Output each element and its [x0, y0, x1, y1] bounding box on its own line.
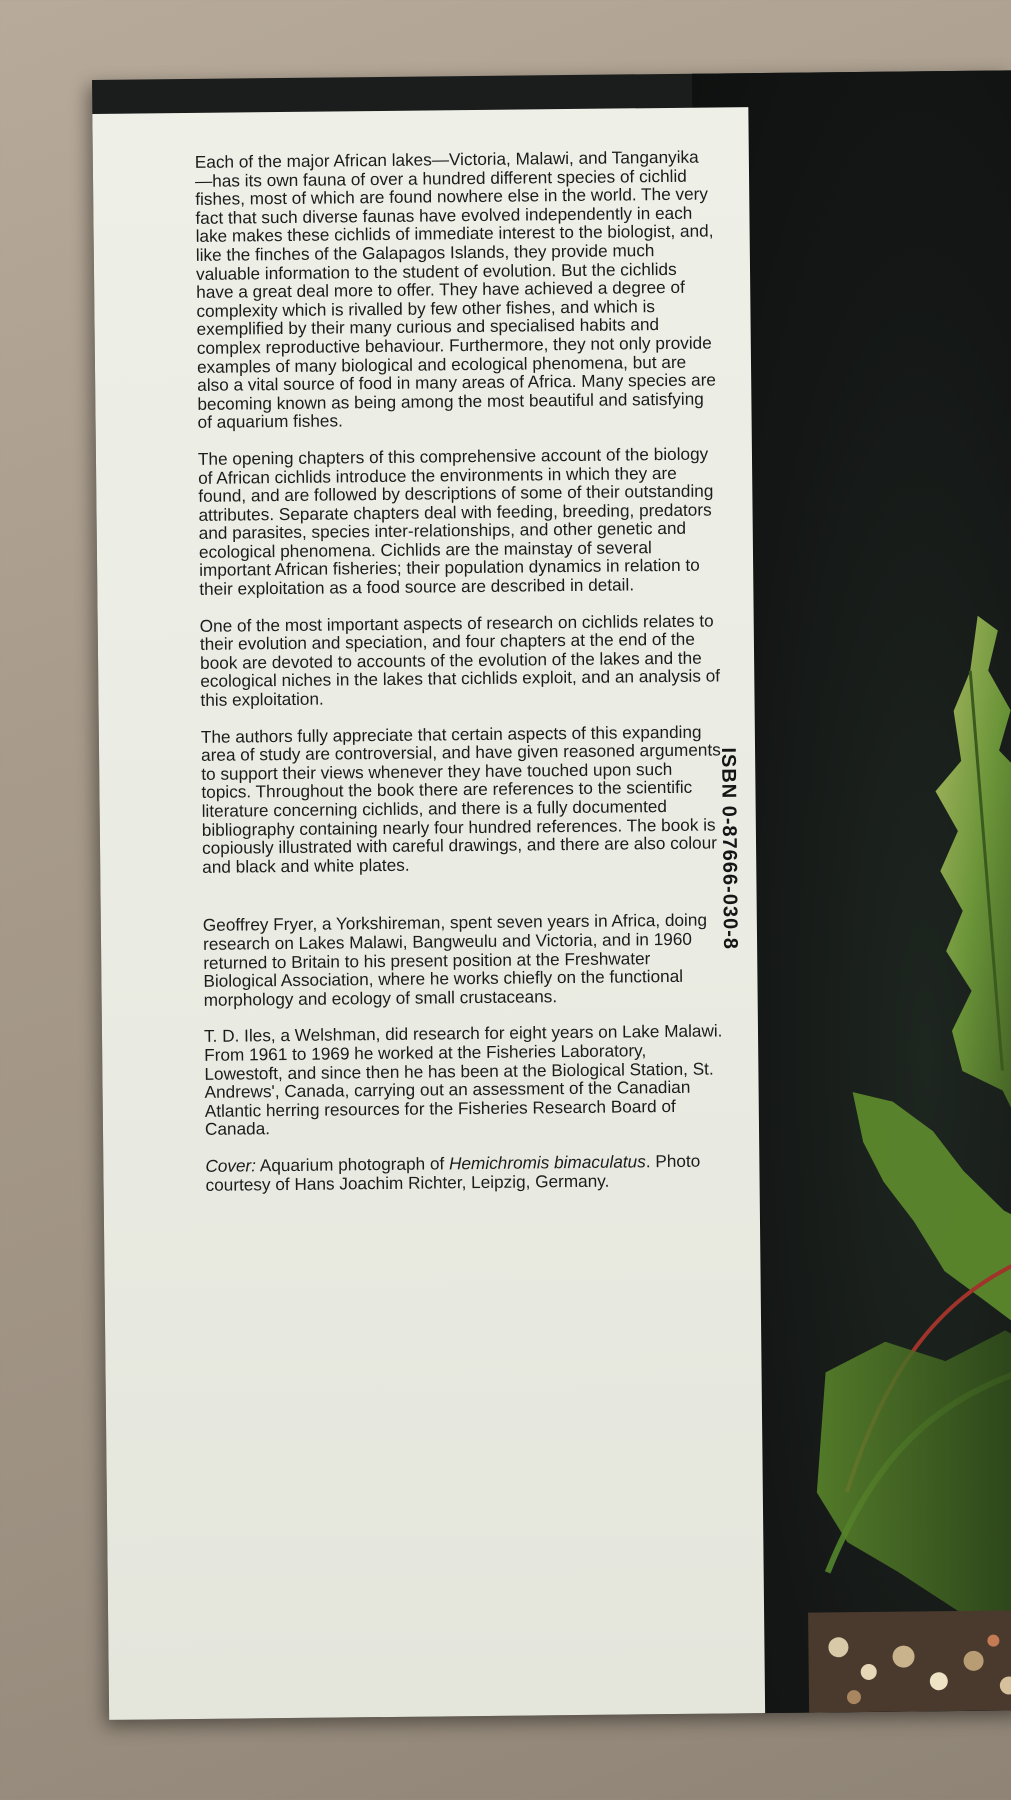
- blurb-paragraph-1: Each of the major African lakes—Victoria, Malawi, and Tanganyika—has its own fauna of over a hundred different species of cichlid fishes, most of which are found nowhere else in the world. The very fact that such diverse faunas have evolved independently in each lake makes these cichlids of immediate interest to the biologist, and, like the finches of the Galapagos Islands, they provide much valuable information to the student of evolution. But the cichlids have a great deal more to offer. They have achieved a degree of complexity which is rivalled by few other fishes, and which is exemplified by their many curious and specialised habits and complex reproductive behaviour. Furthermore, they not only provide examples of many biological and ecological phenomena, but are also a vital source of food in many areas of Africa. Many species are becoming known as being among the most beautiful and satisfying of aquarium fishes.: [194, 146, 717, 433]
- blurb-paragraph-2: The opening chapters of this comprehensive account of the biology of African cichlids introduce the environments in which they are found, and are followed by descriptions of some of their outstanding attributes. Separate chapters deal with feeding, breeding, predators and parasites, species inter-relationships, and other genetic and ecological phenomena. Cichlids are the mainstay of several important African fisheries; their population dynamics in relation to their exploitation as a food source are described in detail.: [197, 443, 714, 599]
- cover-credit-text: Aquarium photograph of: [259, 1153, 445, 1176]
- back-cover-text-panel: [92, 107, 765, 1720]
- cover-credit-label: Cover:: [205, 1155, 257, 1176]
- blurb-paragraph-4: The authors fully appreciate that certain aspects of this expanding area of study are controversial, and have given reasoned arguments to support their views whenever they have touched upon such topics. Throughout the book there are references to the scientific literature concerning cichlids, and there is a fully documented bibliography containing nearly four hundred references. The book is copiously illustrated with careful drawings, and there are also colour and black and white plates.: [200, 721, 721, 877]
- cover-credit: [205, 1151, 725, 1194]
- author-bio-fryer: Geoffrey Fryer, a Yorkshireman, spent seven years in Africa, doing research on Lakes Malawi, Bangweulu and Victoria, and in 1960 returned to Britain to his present position at the Freshwater Biological Association, where he works chiefly on the functional morphology and ecology of small crustaceans.: [202, 909, 708, 1010]
- blurb-text: [195, 147, 726, 1211]
- cover-credit-photo-courtesy: . Photo courtesy of Hans Joachim Richter, Leipzig, Germany.: [205, 1150, 701, 1195]
- isbn-number: ISBN 0-87666-030-8: [717, 747, 742, 951]
- book-back-cover: [92, 70, 1011, 1720]
- blurb-paragraph-3: One of the most important aspects of research on cichlids relates to their evolution and speciation, and four chapters at the end of the book are devoted to accounts of the evolution of the lakes and the ecological niches in the lakes that cichlids exploit, and an analysis of this exploitation.: [199, 610, 721, 710]
- author-bio-iles: T. D. Iles, a Welshman, did research for eight years on Lake Malawi. From 1961 to 1969 he worked at the Fisheries Laboratory, Lowestoft, and since then he has been at the Biological Station, St. Andrews', Canada, carrying out an assessment of the Canadian Atlantic herring resources for the Fisheries Research Board of Canada.: [203, 1020, 723, 1140]
- cover-credit-species: Hemichromis bimaculatus: [448, 1151, 646, 1174]
